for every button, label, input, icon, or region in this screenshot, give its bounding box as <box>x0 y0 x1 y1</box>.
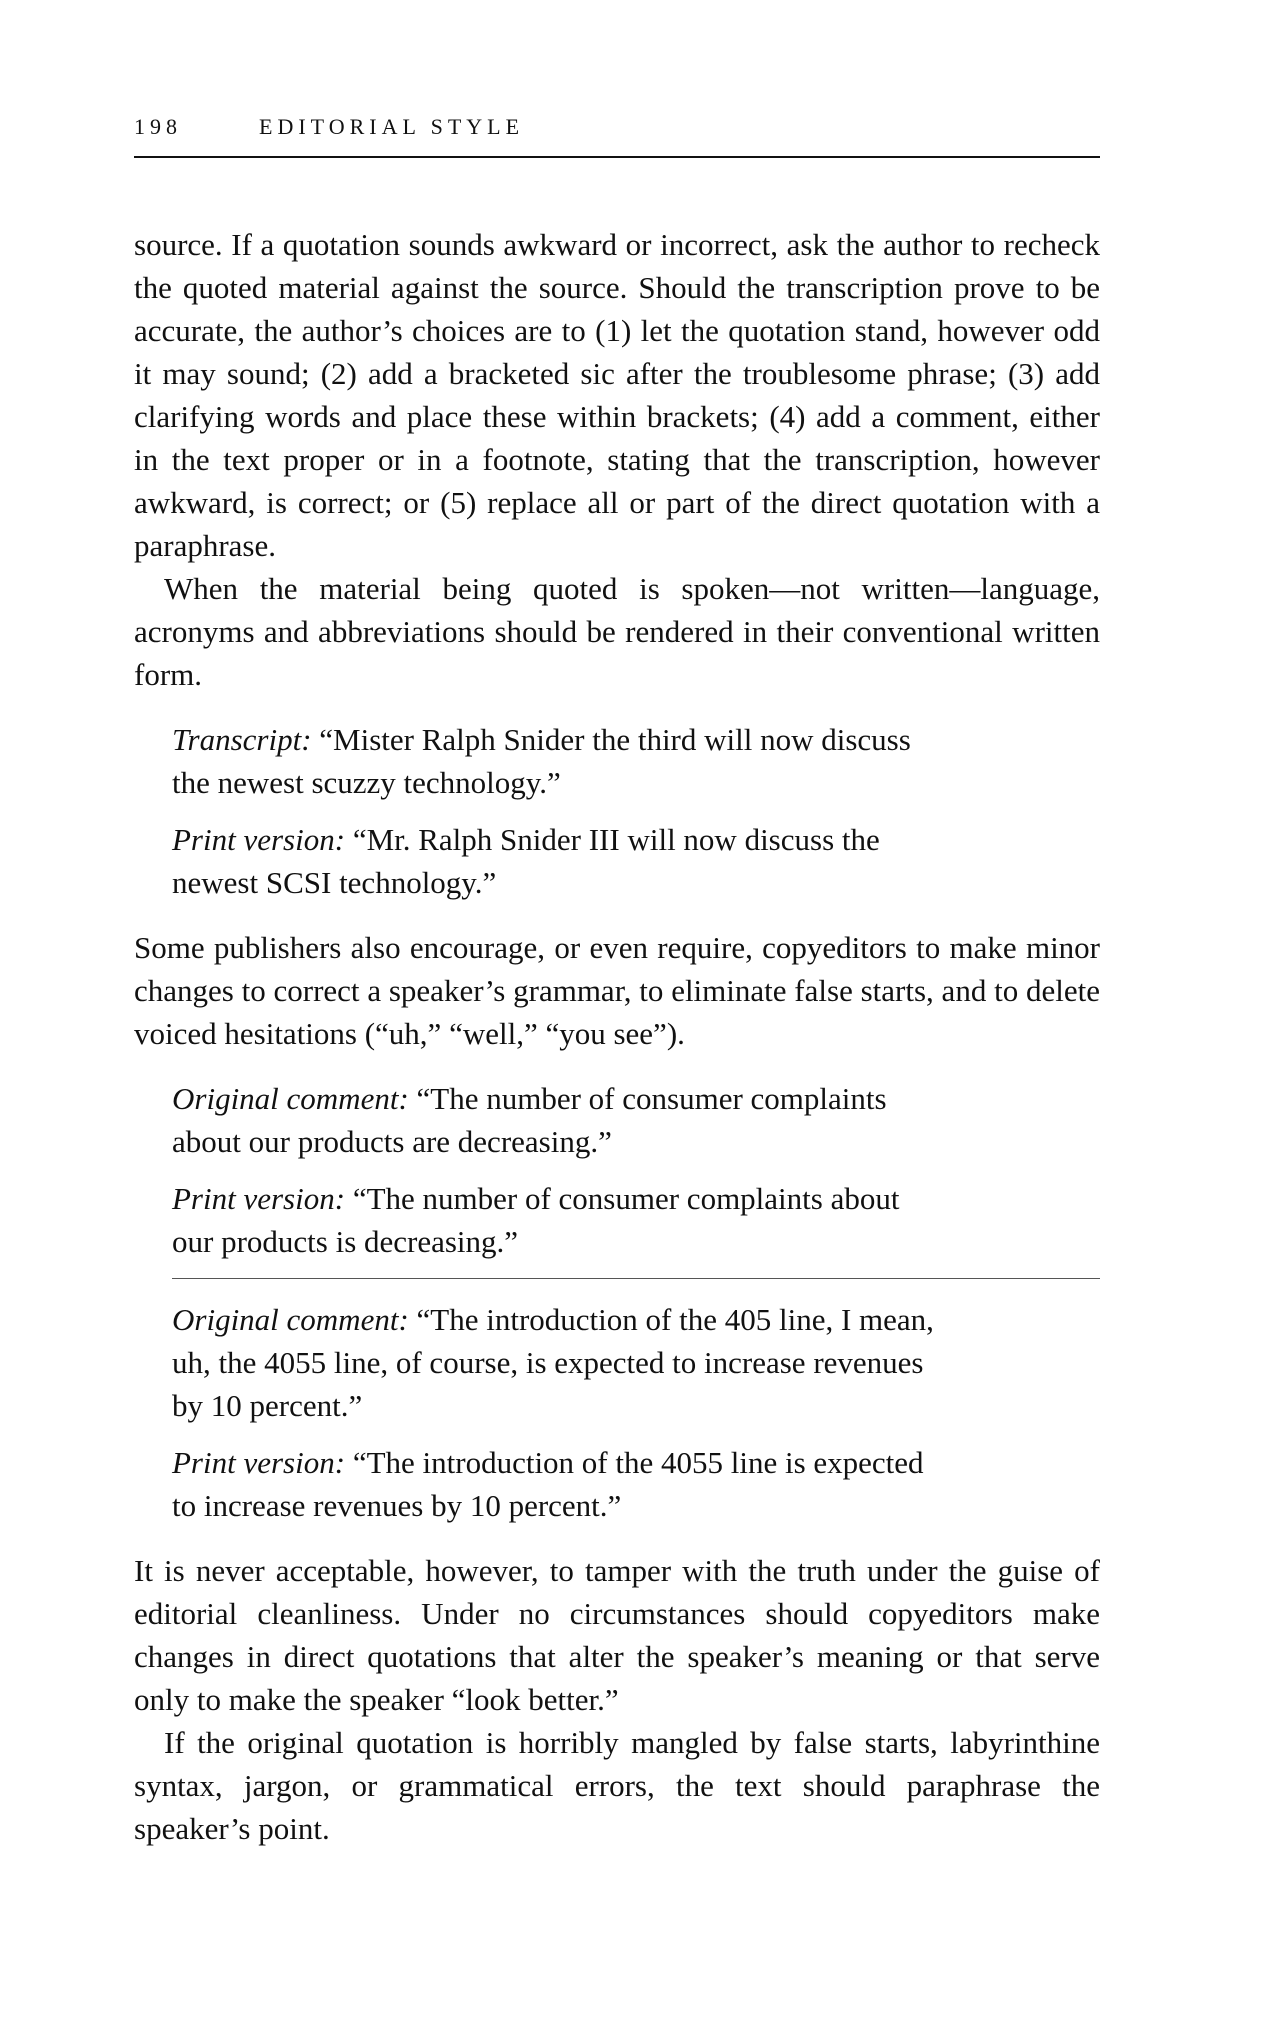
paragraph-spoken-language: When the material being quoted is spoken—not written—language, acronyms and abbreviations should be rendered in their conventional written form. <box>134 571 1100 692</box>
paragraph-continuation: source. If a quotation sounds awkward or incorrect, ask the author to recheck the quoted material against the source. Should the transcription prove to be accurate, the author’s choices are to (1) let the quotation stand, however odd it may sound; (2) add a bracketed sic after the troublesome phrase; (3) add clarifying words and place these within brackets; (4) add a comment, either in the text proper or in a footnote, stating that the transcription, however awkward, is correct; or (5) replace all or part of the direct quotation with a paraphrase. <box>134 227 1100 563</box>
example-original-line <box>172 1298 940 1427</box>
example-label: Original comment: <box>172 1081 409 1116</box>
example-transcript-line <box>172 718 940 804</box>
example-text: “Mr. Ralph Snider III will now discuss the newest SCSI technology.” <box>172 822 880 900</box>
example-text: “The number of consumer complaints about our products are decreasing.” <box>172 1081 887 1159</box>
example-label: Transcript: <box>172 722 312 757</box>
paragraph-minor-changes: Some publishers also encourage, or even require, copyeditors to make minor changes to correct a speaker’s grammar, to eliminate false starts, and to delete voiced hesitations (“uh,” “well,” “you see”). <box>134 930 1100 1051</box>
example-print-line <box>172 818 940 904</box>
example-text: “Mister Ralph Snider the third will now discuss the newest scuzzy technology.” <box>172 722 911 800</box>
example-label: Print version: <box>172 1445 346 1480</box>
running-head: EDITORIAL STYLE <box>259 114 525 139</box>
example-print-line <box>172 1441 940 1527</box>
example-grammar <box>172 1077 940 1263</box>
example-label: Original comment: <box>172 1302 409 1337</box>
paragraph-paraphrase: If the original quotation is horribly mangled by false starts, labyrinthine syntax, jargon, or grammatical errors, the text should paraphrase the speaker’s point. <box>134 1725 1100 1846</box>
page-header <box>134 110 1100 158</box>
example-text: “The number of consumer complaints about our products is decreasing.” <box>172 1181 900 1259</box>
example-label: Print version: <box>172 1181 346 1216</box>
paragraph-never-acceptable: It is never acceptable, however, to tamper with the truth under the guise of editorial cleanliness. Under no circumstances should copyeditors make changes in direct quotations that alter the speaker’s meaning or that serve only to make the speaker “look better.” <box>134 1553 1100 1717</box>
example-label: Print version: <box>172 822 346 857</box>
example-text: “The introduction of the 4055 line is expected to increase revenues by 10 percent.” <box>172 1445 924 1523</box>
example-divider <box>172 1278 1100 1279</box>
body-text <box>134 223 1100 1850</box>
example-original-line <box>172 1077 940 1163</box>
example-false-start <box>172 1298 940 1527</box>
example-transcript <box>172 718 940 904</box>
example-print-line <box>172 1177 940 1263</box>
page-number: 198 <box>134 114 182 139</box>
example-text: “The introduction of the 405 line, I mean, uh, the 4055 line, of course, is expected to increase revenues by 10 percent.” <box>172 1302 934 1423</box>
